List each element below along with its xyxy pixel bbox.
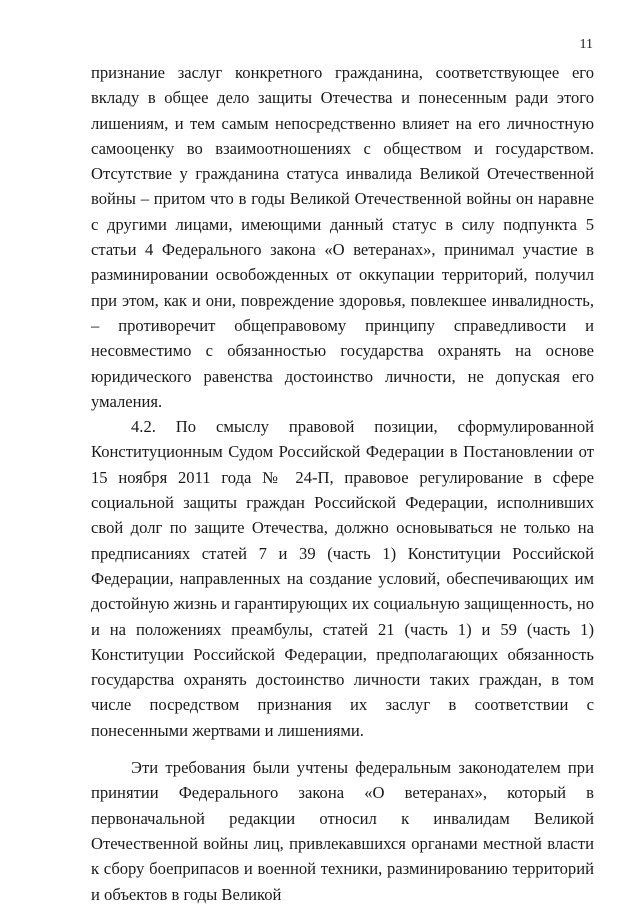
document-body — [91, 60, 594, 907]
paragraph-section-4-2: 4.2. По смыслу правовой позиции, сформулированной Конституционным Судом Российской Федерации в Постановлении от 15 ноября 2011 года № 24-П, правовое регулирование в сфере социальной защиты граждан Российской Федерации, исполнивших свой долг по защите Отечества, должно основываться не только на предписаниях статей 7 и 39 (часть 1) Конституции Российской Федерации, направленных на создание условий, обеспечивающих им достойную жизнь и гарантирующих их социальную защищенность, но и на положениях преамбулы, статей 21 (часть 1) и 59 (часть 1) Конституции Российской Федерации, предполагающих обязанность государства охранять достоинство личности таких граждан, в том числе посредством признания их заслуг в соответствии с понесенными жертвами и лишениями. — [91, 417, 594, 740]
paragraph-continuation: признание заслуг конкретного гражданина, соответствующее его вкладу в общее дело защиты Отечества и понесенным ради этого лишениям, и тем самым непосредственно влияет на его личностную самооценку во взаимоотношениях с обществом и государством. Отсутствие у гражданина статуса инвалида Великой Отечественной войны – притом что в годы Великой Отечественной войны он наравне с другими лицами, имеющими данный статус в силу подпункта 5 статьи 4 Федерального закона «О ветеранах», принимал участие в разминировании освобожденных от оккупации территорий, получил при этом, как и они, повреждение здоровья, повлекшее инвалидность, – противоречит общеправовому принципу справедливости и несовместимо с обязанностью государства охранять на основе юридического равенства достоинство личности, не допуская его умаления. — [91, 63, 594, 411]
paragraph-requirements: Эти требования были учтены федеральным законодателем при принятии Федерального закона «О ветеранах», который в первоначальной редакции относил к инвалидам Великой Отечественной войны лиц, привлекавшихся органами местной власти к сбору боеприпасов и военной техники, разминированию территорий и объектов в годы Великой — [91, 758, 594, 904]
page-number: 11 — [579, 37, 593, 52]
